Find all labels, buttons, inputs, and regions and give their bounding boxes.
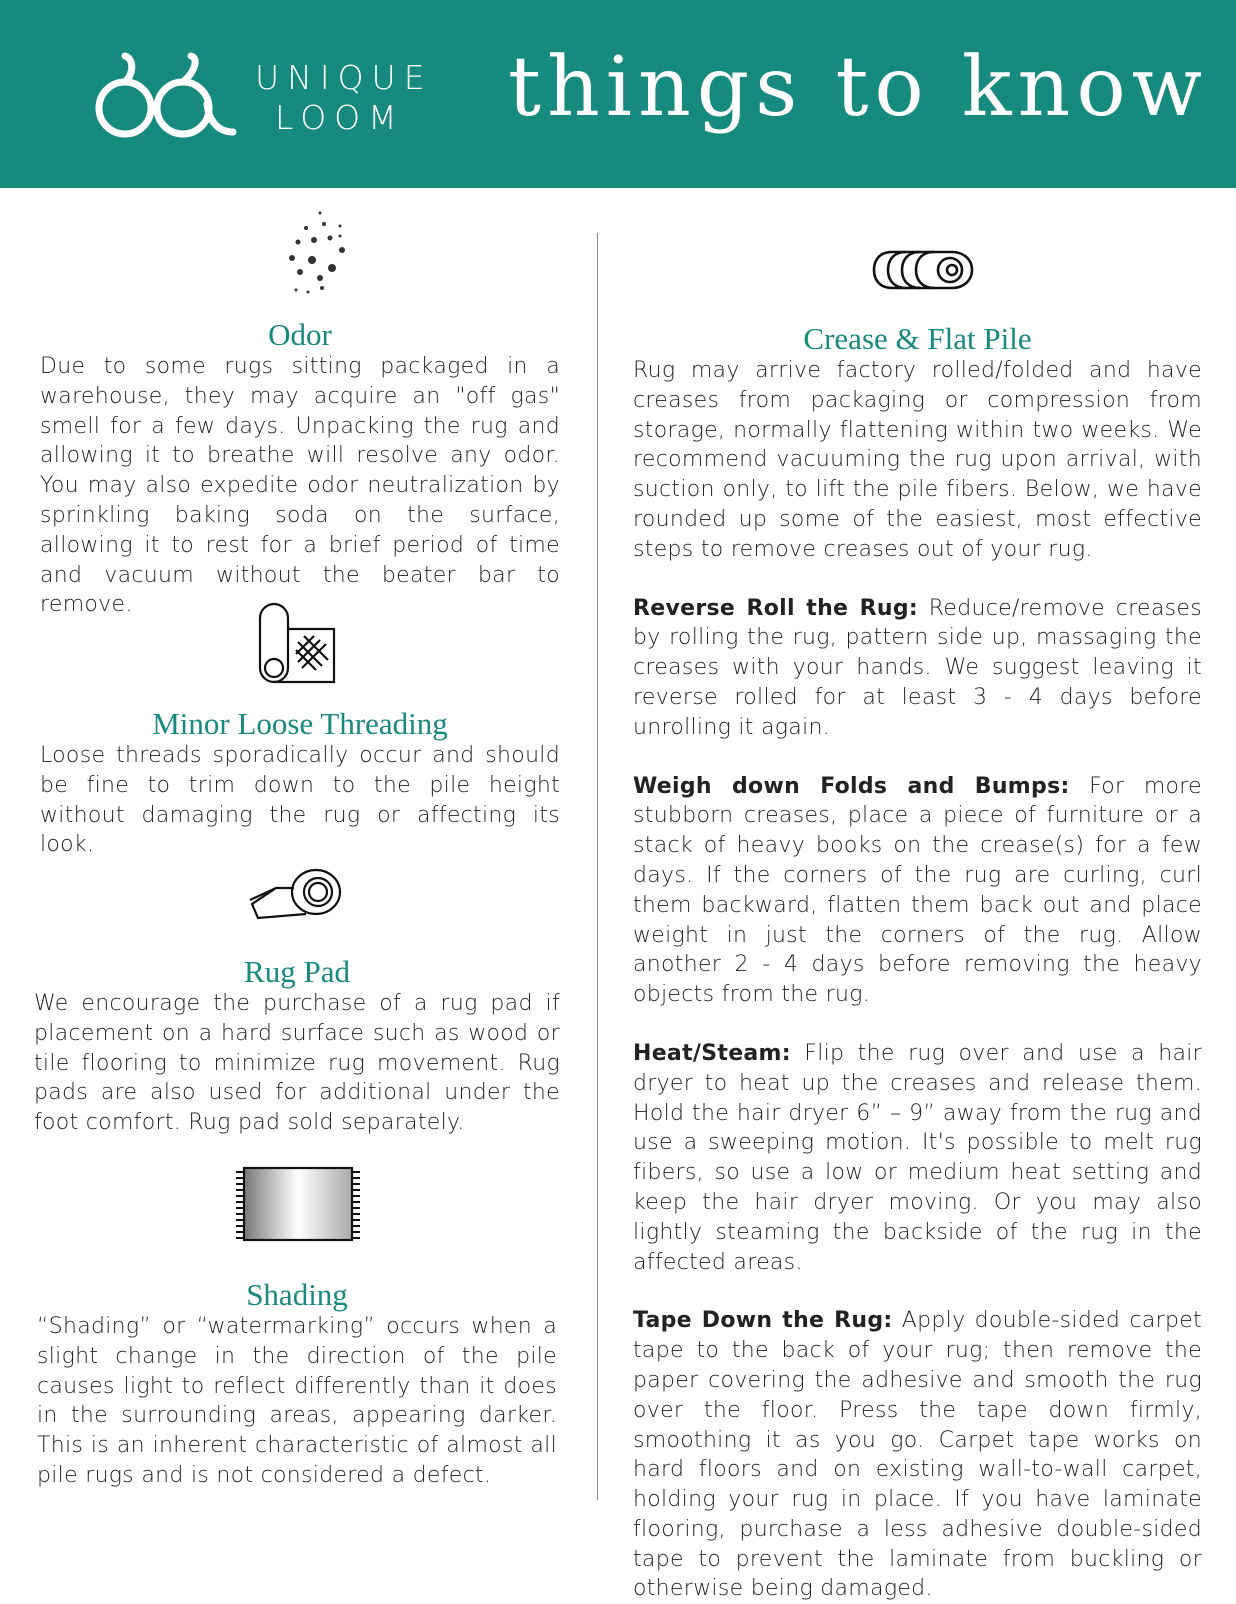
loose-threading-section <box>40 707 560 860</box>
step-label: Heat/Steam: <box>633 1040 791 1066</box>
column-divider <box>597 233 598 1500</box>
step-reverse-roll <box>633 594 1202 743</box>
odor-section <box>40 318 560 620</box>
step-tape-down <box>633 1306 1202 1604</box>
step-text: Reduce/remove creases by rolling the rug, pattern side up, massaging the creases with your hands. We suggest leaving it reverse rolled for at least 3 - 4 days before unrolling it again. <box>633 595 1202 740</box>
step-label: Weigh down Folds and Bumps: <box>633 773 1070 799</box>
step-label: Tape Down the Rug: <box>633 1308 893 1334</box>
shaded-rug-icon <box>234 1166 362 1242</box>
step-text: Apply double-sided carpet tape to the back of your rug; then remove the paper covering the adhesive and smooth the rug over the floor. Press the tape down firmly, smoothing it as you go. Carpet tape works on hard floors and on existing wall-to-wall carpet, holding your rug in place. If you have laminate flooring, purchase a less adhesive double-sided tape to prevent the laminate from buckling or otherwise being damaged. <box>633 1308 1202 1602</box>
section-intro: Rug may arrive factory rolled/folded and have creases from packaging or compression from storage, normally flattening within two weeks. We recommend vacuuming the rug upon arrival, with suction only, to lift the pile fibers. Below, we have rounded up some of the easiest, most effective steps to remove creases out of your rug. <box>633 358 1202 562</box>
dust-particles-icon <box>284 210 348 296</box>
crease-section <box>633 322 1202 1604</box>
brand-line-2: LOOM <box>275 98 405 137</box>
shading-section <box>37 1278 557 1491</box>
section-text: We encourage the purchase of a rug pad if placement on a hard surface such as wood or tile flooring to minimize rug movement. Rug pads are also used for additional under the foot comfort. Rug pad sold separately. <box>34 991 560 1136</box>
brand-line-1: UNIQUE <box>255 58 433 97</box>
section-title: Minor Loose Threading <box>152 706 448 741</box>
rug-pad-section <box>34 955 560 1138</box>
step-weigh-down <box>633 772 1202 1010</box>
rolled-rug-icon <box>872 250 974 290</box>
rolled-rug-threads-icon <box>258 602 336 684</box>
section-text: Loose threads sporadically occur and should be fine to trim down to the pile height without damaging the rug or affecting its look. <box>40 743 560 858</box>
page-title: things to know <box>508 40 1208 135</box>
step-text: For more stubborn creases, place a piece of furniture or a stack of heavy books on the crease(s) for a few days. If the corners of the rug are curling, curl them backward, flatten them back out and place weight in just the corners of the rug. Allow another 2 - 4 days before removing the heavy objects from the rug. <box>633 773 1203 1008</box>
rug-pad-roll-icon <box>248 866 344 922</box>
section-title: Odor <box>268 317 332 352</box>
section-title: Crease & Flat Pile <box>803 321 1032 356</box>
unique-loom-logo-icon <box>95 52 243 138</box>
step-label: Reverse Roll the Rug: <box>633 595 919 621</box>
section-text: “Shading” or “watermarking” occurs when a slight change in the direction of the pile causes light to reflect differently than it does in the surrounding areas, appearing darker. This is an inherent characteristic of almost all pile rugs and is not considered a defect. <box>37 1314 557 1488</box>
section-title: Rug Pad <box>244 954 350 989</box>
section-text: Due to some rugs sitting packaged in a warehouse, they may acquire an "off gas" smell for a few days. Unpacking the rug and allowing it to breathe will resolve any odor. You may also expedite odor neutralization by sprinkling baking soda on the surface, allowing it to rest for a brief period of time and vacuum without the beater bar to remove. <box>40 354 560 618</box>
section-title: Shading <box>246 1277 348 1312</box>
step-text: Flip the rug over and use a hair dryer to heat up the creases and release them. Hold the hair dryer 6” – 9” away from the rug and use a sweeping motion. It's possible to melt rug fibers, so use a low or medium heat setting and keep the hair dryer moving. Or you may also lightly steaming the backside of the rug in the affected areas. <box>633 1040 1202 1275</box>
header-banner <box>0 0 1236 188</box>
step-heat-steam <box>633 1039 1202 1277</box>
brand-name <box>255 58 433 138</box>
